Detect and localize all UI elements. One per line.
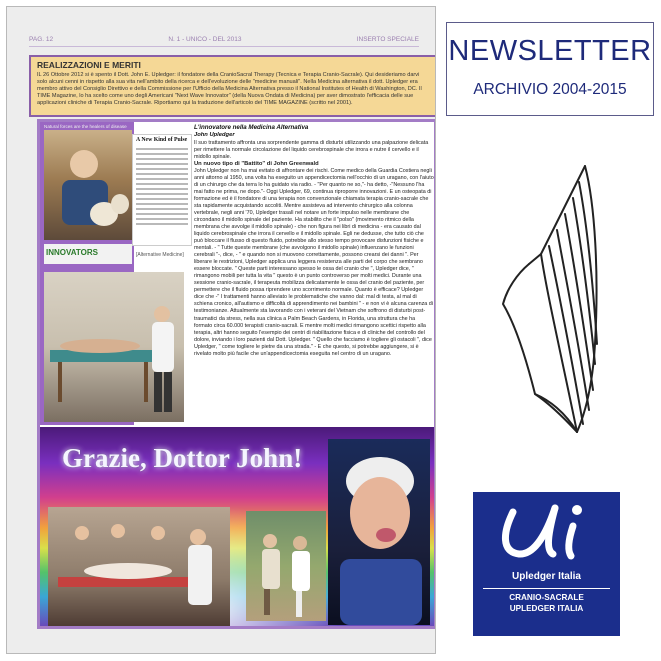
magazine-clipping — [132, 134, 192, 246]
section-label: INSERTO SPECIALE — [356, 36, 419, 43]
alt-med-label: [Alternative Medicine] — [136, 252, 184, 258]
outdoor-photo — [246, 511, 326, 621]
article-body: John Upledger non ha mai evitato di affrontare dei rischi. Come medico della Guardia Costiera negli anni attorno al 1950, una volta ha eseguito un appendicectomia nell'occhio di un uragano, con l'aiuto di un chirurgo che da terra lo ha guidato via radio. - "Per quanto ne so,"- ha detto, -"Nessuno l'ha mai fatto ne prima, ne dopo."- Oggi Upledger, 69, continua riproporre innovazioni. E un osteopata di formazione ed è il fondatore di una terapia non convenzionale chiamata terapia cranio-sacrale che sta rapidamente acquistando accoliti. Mentre assisteva ad intervento chirurgico alla colonna vertebrale, negli anni '70, Upledger trasalì nel notare un forte impulso nelle membrane che circondano il midollo spinale del paziente. Ha stabilito che il "polso" (movimento ritmico della membrana che avvolge il midollo spinale) - che non figura nei libri di medicina - era causato dal liquido cerebrospinale che irrora il cervello e il midollo spinale. Egli ne dedusse, che tutto ciò che può bloccare il flusso di questo fluido, potrebbe allo stesso tempo provocare disfunzioni fisiche e mentali. - " Tutte queste membrane (che avvolgono il midollo spinale) influenzano le funzioni cerebrali "-, dice, - " e quando non si muovono correttamente, possono crearsi dei danni ". Per liberare le restrizioni, Upledger applica una leggera resistenza alle parti del corpo che sembrano essere bloccate. " Queste parti interessano spesso le ossa del cranio che ", Upledger dice, " rimangono mobili per tutta la vita " questo è un punto controverso per molti medici. Durante una sessione cranio-sacrale, il terapeuta mobilizza delicatamente le ossa del cranio del paziente, per permettere che il fluido possa riprendere uno scorrimento normale. Quanto è efficace? Upledger dice che -" I trattamenti hanno alleviato le problematiche che vanno dal: mal di testa, al mal di schiena cronico, all'autismo e difficoltà di apprendimento nei bambini " - e non vi è alcuna carenza di testimonianze. Attualmente sta lavorando con i veterani del Vietnam che soffrono di disturbi post-traumatici da stress, nella sua clinica a Palm Beach Gardens, in Florida, una struttura che ha formato circa 60.000 terapisti cranio-sacrali. E mentre molti medici rimangono scettici rispetto alla terapia, altri hanno seguito l'esempio dei centri di riabilitazione fisica e di cliniche del controllo del dolore, inviando i loro pazienti dal Dott. Upledger. " Quello che facciamo è togliere gli ostacoli ", dice Upledger, " come togliere le pietre da una strada." - E che questo, si potrebbe aggiungere, si è rivelato molto più facile che un'appendicectomia eseguita nel centro di un uragano. — [194, 168, 434, 357]
newsletter-title-box — [446, 22, 654, 116]
article-author: John Upledger — [194, 132, 235, 139]
portrait-upledger-face — [328, 439, 430, 625]
archive-subtitle: ARCHIVIO 2004-2015 — [473, 81, 627, 98]
issue-label: N. 1 - UNICO - DEL 2013 — [168, 36, 242, 43]
banner-text: Grazie, Dottor John! — [62, 443, 303, 473]
article-subtitle: Un nuovo tipo di "Battito" di John Greenwald — [194, 160, 319, 167]
magazine-headline: A New Kind of Pulse — [136, 137, 188, 143]
portrait-photo-upledger — [44, 130, 132, 240]
upledger-logo — [473, 492, 620, 636]
page-number: PAG. 12 — [29, 36, 54, 43]
logo-wordmark: Upledger Italia — [512, 571, 581, 582]
tribute-banner — [40, 427, 434, 629]
article-title: L'innovatore nella Medicina Alternativa — [194, 124, 309, 131]
article-frame — [37, 119, 436, 629]
intro-text: IL 26 Ottobre 2012 si è spento il Dott. John E. Upledger: il fondatore della CranioSacral Therapy (Tecnica e Terapia Cranio-Sacrale). Qui desideriamo darvi solo alcuni cenni in rispetto alla sua vita nell'ambito della ricerca e dell'evoluzione delle "medicine manuali". Nella Medicina alternativa il dott. Upledger era membro attivo del Consiglio Direttivo e della Commissione per l'Ufficio della Medicina Alternativa presso il National Institutes of Health di Washington, DC. Il TIME Magazine, lo ha scelto come uno degli Americani "Next Wave Innovator" (della Nuova Ondata di Medicina) per aver dimostrato l'efficacia delle sue applicazioni cliniche di Terapia Cranio-Sacrale. Riportiamo qui la traduzione dell'articolo del TIME MAGAZINE (scritto nel 2001). — [37, 72, 422, 106]
group-class-photo — [48, 507, 230, 627]
newsletter-title: NEWSLETTER — [448, 35, 652, 67]
treatment-photo — [44, 272, 184, 422]
open-book-icon — [495, 154, 605, 439]
article-text — [194, 124, 434, 424]
intro-box — [29, 55, 436, 117]
logo-tagline-2: UPLEDGER ITALIA — [509, 604, 584, 613]
article-lead: Il suo trattamento affronta una sorprendente gamma di disturbi utilizzando una palpazione delicata per rimettere la normale circolazione del liquido cerebrospinale che irrora e nutre il cervello e il midollo spinale. — [194, 139, 429, 160]
newsletter-page — [6, 6, 436, 654]
photo-caption: Natural forces are the healers of disease — [44, 124, 127, 129]
logo-divider — [483, 588, 610, 589]
logo-tagline-1: CRANIO-SACRALE — [509, 593, 584, 602]
page-header-strip — [29, 33, 419, 47]
ui-monogram-icon — [473, 492, 620, 572]
innovators-label: INNOVATORS — [46, 248, 99, 257]
intro-title: REALIZZAZIONI E MERITI — [37, 60, 141, 70]
